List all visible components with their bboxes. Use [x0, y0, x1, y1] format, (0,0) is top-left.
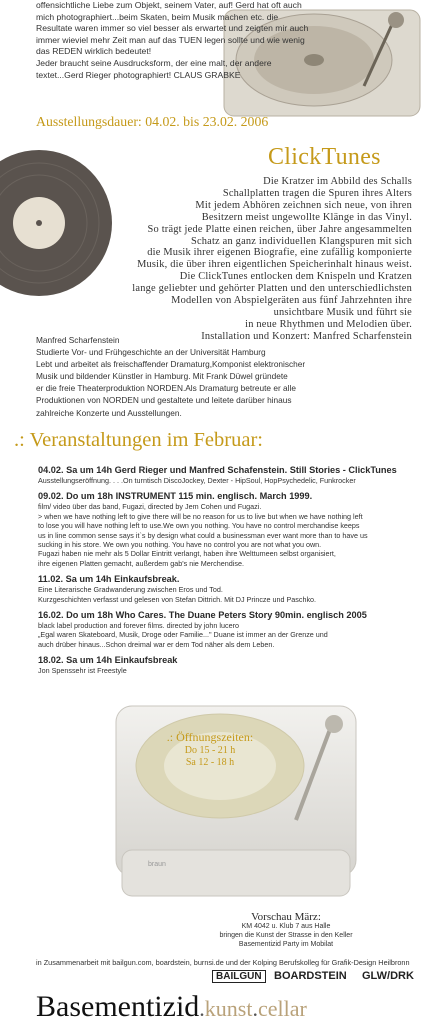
opening-hours-heading: .: Öffnungszeiten: — [166, 730, 254, 744]
preview-line: Basementizid Party im Mobilat — [238, 940, 334, 948]
poem-line: Schallplatten tragen die Spuren ihres Alters — [222, 187, 412, 199]
poem-line: Installation und Konzert: Manfred Scharfenstein — [201, 330, 412, 342]
bio-line: zahlreiche Konzerte und Ausstellungen. — [36, 407, 182, 418]
opening-hours-saturday: Sa 12 - 18 h — [185, 757, 235, 768]
sponsor-logos — [212, 970, 418, 990]
event-description-line: Eine Literarische Gradwanderung zwischen Eros und Tod. — [38, 585, 223, 595]
intro-line: das REDEN wirklich bedeutet! — [36, 46, 152, 57]
event-title: 11.02. Sa um 14h Einkaufsbreak. — [38, 574, 180, 585]
intro-line: textet...Gerd Rieger photographiert! CLAUS GRABKE — [36, 69, 241, 80]
opening-hours — [130, 730, 290, 769]
event-description-line: „Egal waren Skateboard, Musik, Droge oder Familie..." Duane ist immer an der Grenze und — [38, 630, 328, 640]
poem-line: in neue Rhythmen und Melodien über. — [245, 318, 412, 330]
poem-line: lange geliebter und gehörter Platten und den unterschiedlichsten — [132, 283, 412, 295]
preview-march — [156, 911, 416, 949]
event-description-line: to lose you will have nothing left to use.We own you nothing. You have no control merchandise keeps — [38, 521, 360, 531]
exhibition-title: ClickTunes — [268, 144, 381, 170]
event-title: 09.02. Do um 18h INSTRUMENT 115 min. englisch. March 1999. — [38, 491, 313, 502]
event-description-line: > when we have nothing left to give there will be no reason for us to live but when we have nothing left — [38, 511, 363, 521]
poem-line: Modellen von Abspielgeräten aus fünf Jahrzehnten ihre — [171, 295, 412, 307]
event-item — [38, 464, 428, 485]
event-item — [38, 490, 428, 568]
brand-cellar: cellar — [257, 996, 307, 1018]
poem-line: Die ClickTunes entlocken dem Knispeln und Kratzen — [179, 271, 412, 283]
event-description-line: sucking in his store. We own you nothing. You have no control you are not what you own. — [38, 540, 322, 550]
intro-line: offensichtliche Liebe zum Objekt, seinem Vater, auf! Gerd hat oft auch — [36, 0, 302, 10]
event-description-line: Jon Spenssehr ist Freestyle — [38, 666, 127, 676]
exhibition-dates: Ausstellungsdauer: 04.02. bis 23.02. 2006 — [36, 114, 269, 129]
intro-line: Jeder braucht seine Ausdrucksform, der eine malt, der andere — [36, 57, 272, 68]
preview-line: bringen die Kunst der Strasse in den Keller — [219, 931, 353, 939]
event-description-line: Ausstellungseröffnung. . . .On turntisch DiscoJockey, Dexter - HipSoul, HopPsychedelic, Funkrocker — [38, 476, 356, 485]
preview-heading: Vorschau März: — [251, 911, 321, 923]
event-description-line: Kurzgeschichten verfasst und gelesen von Stefan Dittrich. Mit DJ Princze und Paschko. — [38, 594, 317, 604]
cooperation-note: in Zusammenarbeit mit bailgun.com, boardstein, burnsi.de und der Kolping Berufskolleg für Grafik-Design Heilbronn — [36, 958, 410, 967]
poem-line: unsichtbare Musik und führt sie — [273, 306, 412, 318]
brand-wordmark: Basementizid.kunst.cellar — [36, 990, 307, 1018]
event-item — [38, 654, 428, 675]
event-title: 18.02. Sa um 14h Einkaufsbreak — [38, 655, 178, 666]
poem-line: So trägt jede Platte einen reichen, über Jahre angesammelten — [147, 223, 412, 235]
event-item — [38, 609, 428, 649]
events-list — [38, 464, 428, 681]
artist-bio — [36, 334, 371, 419]
event-description-line: auch drüber hinaus...Schon dreimal war er dem Tod näher als dem Leben. — [38, 639, 275, 649]
sponsor-logo-glwdrk: GLW/DRK — [362, 970, 414, 982]
bio-line: er die freie Theaterproduktion NORDEN.Als Dramaturg betreute er alle — [36, 383, 296, 394]
sponsor-logo-boardstein: BOARDSTEIN — [274, 970, 347, 982]
event-description-line: us in line common sense says it`s by design what could a businessman ever want more than to have us — [38, 530, 368, 540]
intro-line: mich photographiert...beim Skaten, beim Musik machen etc. die — [36, 11, 279, 22]
poem-line: die Musik ihrer eigenen Biografie, eine zufällig komponierte — [147, 247, 412, 259]
bio-line: Manfred Scharfenstein — [36, 335, 120, 345]
preview-line: KM 4042 u. Klub 7 aus Halle — [241, 923, 331, 930]
poem-line: Besitzern meist ungewollte Klänge in das Vinyl. — [201, 211, 412, 223]
opening-hours-weekday: Do 15 - 21 h — [184, 745, 236, 756]
brand-main: Basementizid — [36, 990, 200, 1018]
bio-line: Musik und bildender Künstler in Hamburg. Mit Frank Düwel gründete — [36, 371, 288, 382]
event-title: 16.02. Do um 18h Who Cares. The Duane Peters Story 90min. englisch 2005 — [38, 610, 367, 621]
intro-line: Resultate waren immer so viel besser als erwartet und zeigten mir auch — [36, 23, 309, 34]
brand-kunst: kunst — [204, 996, 253, 1018]
intro-text — [36, 0, 396, 81]
poem-line: Die Kratzer im Abbild des Schalls — [263, 176, 412, 187]
event-description-line: Fugazi haben nie mehr als 5 Dollar Eintritt verlangt, haben ihre Welttumeen selbst organisiert, — [38, 549, 336, 559]
poem-line: Mit jedem Abhören zeichnen sich neue, von ihren — [195, 199, 412, 211]
svg-text:braun: braun — [148, 861, 166, 868]
intro-line: immer wieviel mehr Zeit man auf das TUEN legen sollte und wie wenig — [36, 34, 305, 45]
sponsor-logo-bailgun: BAILGUN — [212, 970, 266, 983]
bio-line: Lebt und arbeitet als freischaffender Dramaturg,Komponist elektronischer — [36, 359, 306, 370]
bio-line: Produktionen von NORDEN und gestaltete und leitete darüber hinaus — [36, 395, 292, 406]
event-title: 04.02. Sa um 14h Gerd Rieger und Manfred Schafenstein. Still Stories - ClickTunes — [38, 465, 397, 475]
poem-line: Schatz an ganz individuellen Klangspuren mit sich — [190, 235, 412, 247]
bio-line: Studierte Vor- und Frühgeschichte an der Universität Hamburg — [36, 347, 266, 358]
event-description-line: film/ video über das band, Fugazi, directed by Jem Cohen und Fugazi. — [38, 502, 262, 512]
event-item — [38, 573, 428, 604]
event-description-line: ihre eigenen Platten gemacht, außerdem gab's nie Merchendise. — [38, 558, 244, 568]
exhibition-poem — [32, 176, 412, 343]
poem-line: Musik, die über ihren eigentlichen Speicherinhalt hinaus weist. — [137, 259, 412, 271]
event-description-line: black label production and forever films. directed by john lucero — [38, 621, 239, 631]
events-heading: .: Veranstaltungen im Februar: — [14, 429, 263, 451]
